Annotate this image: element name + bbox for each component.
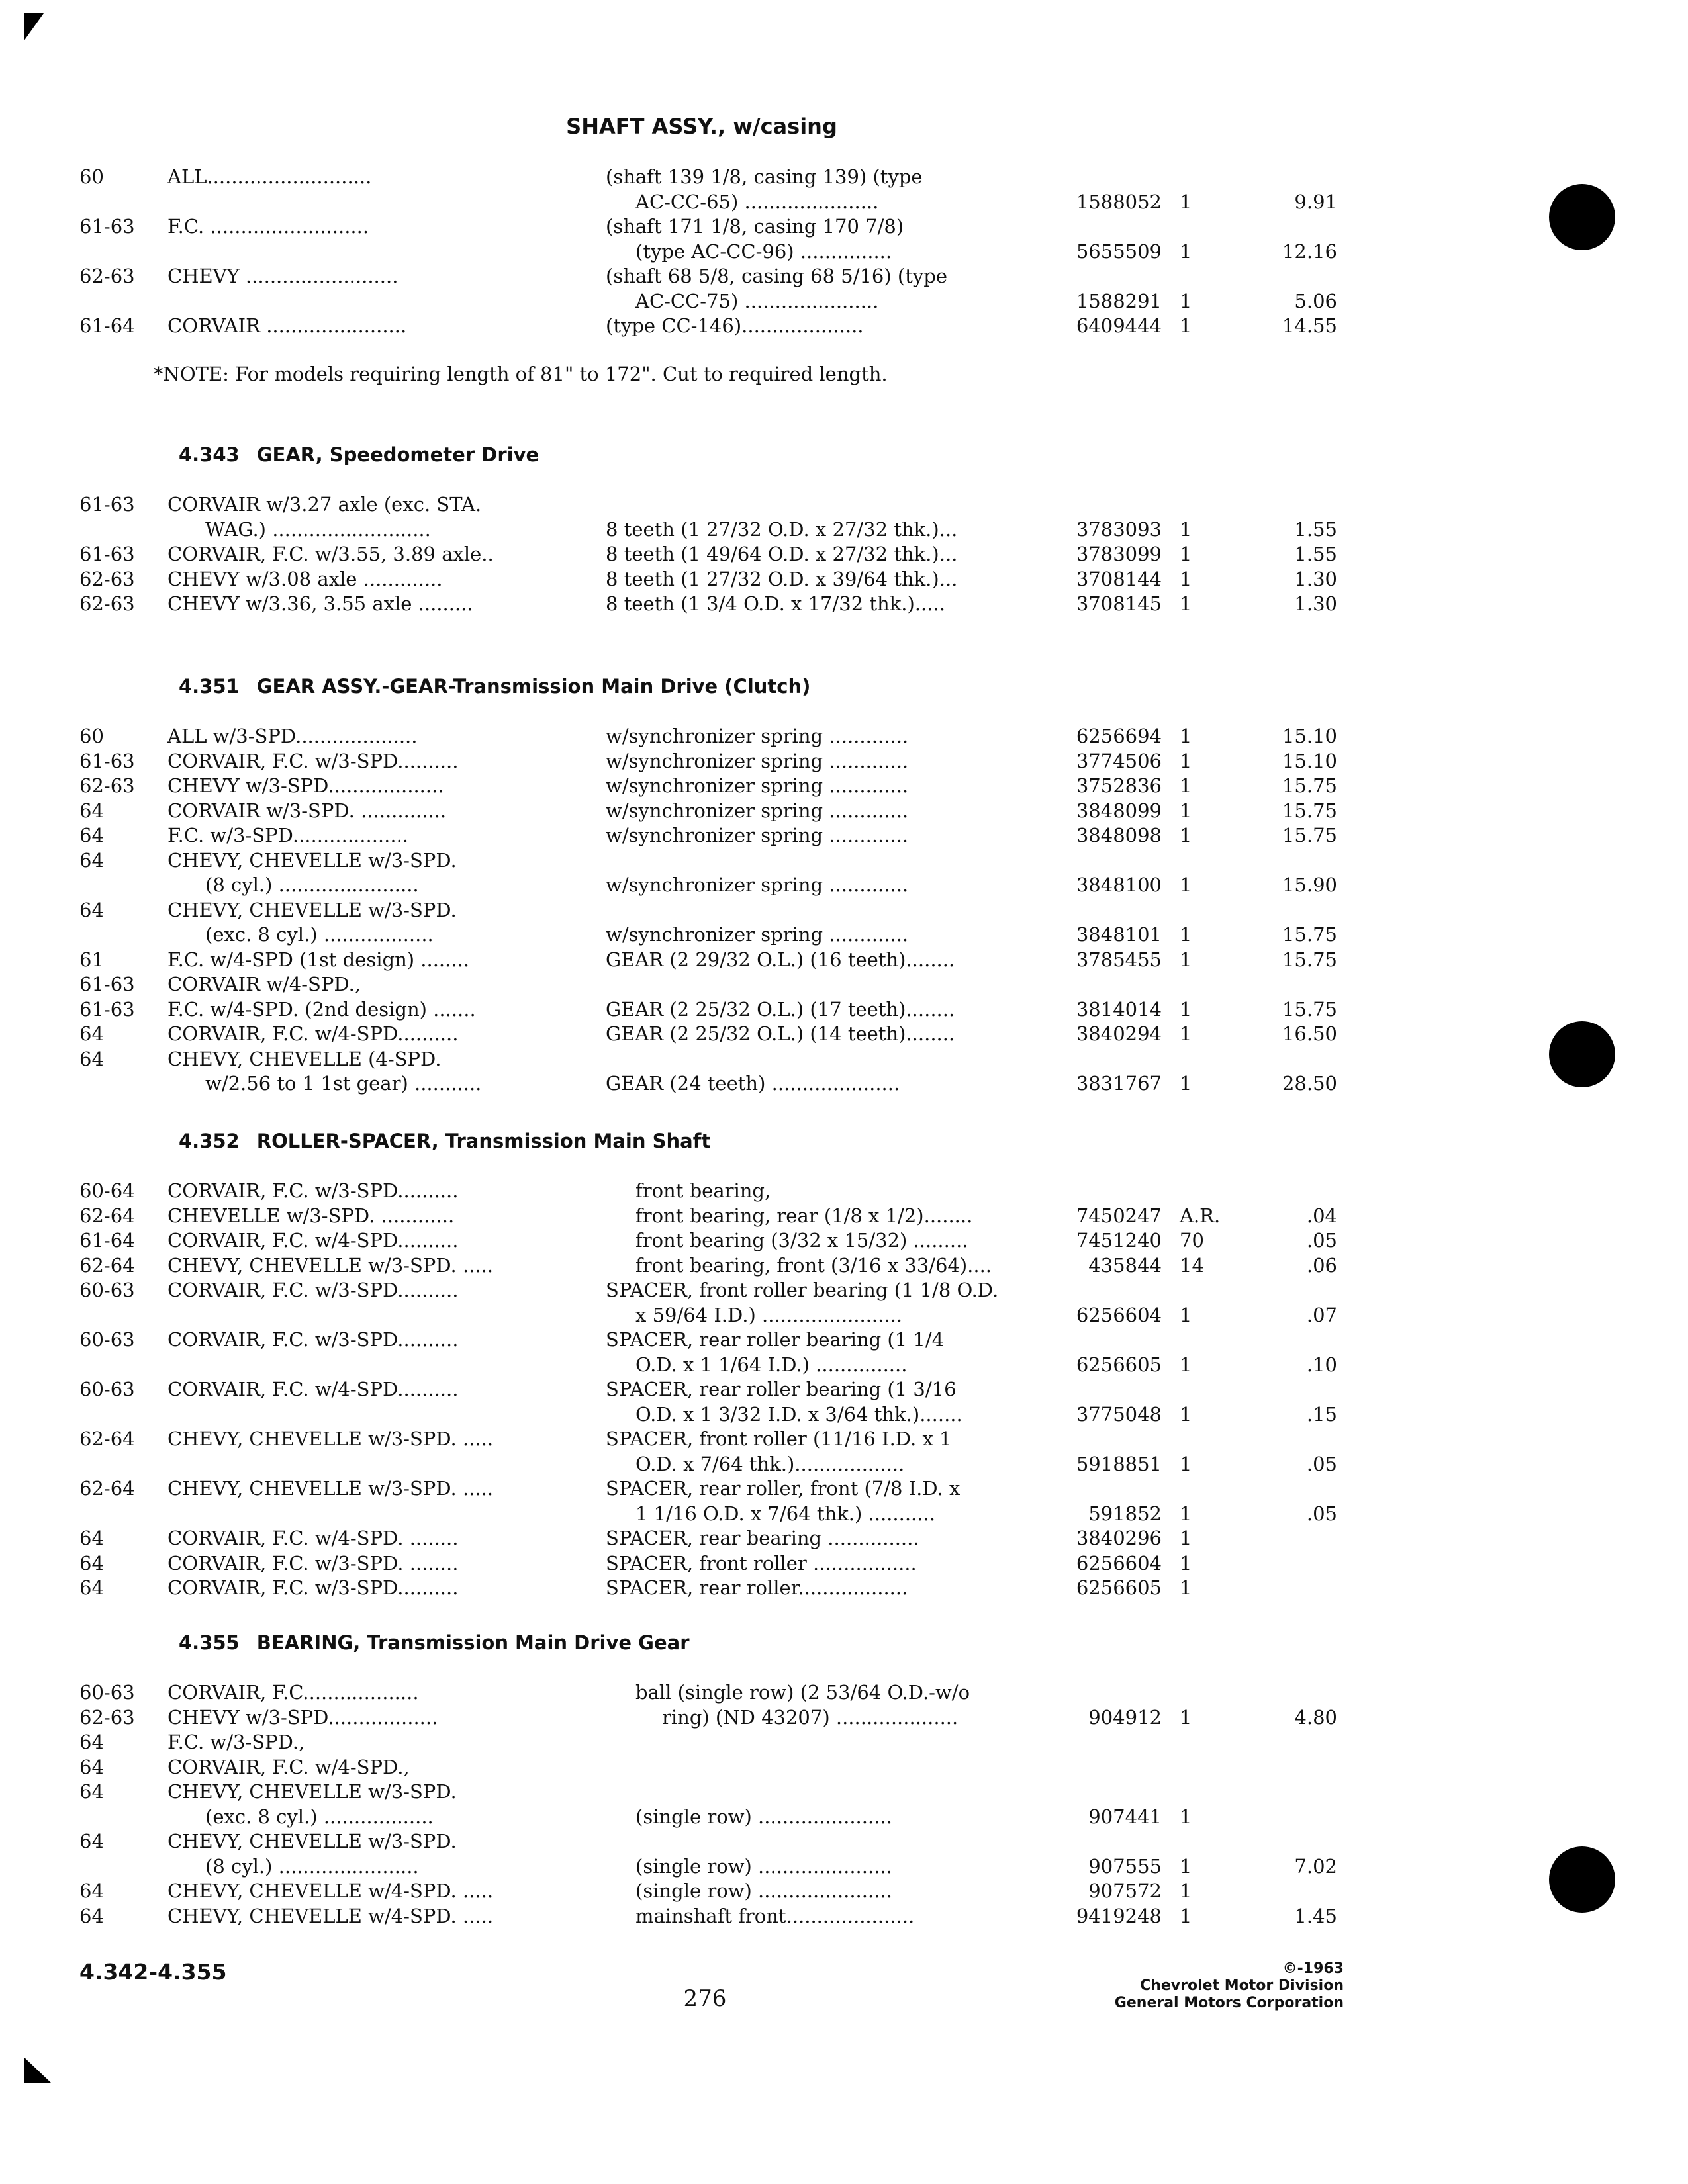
description-cell: (type AC-CC-96) ............... xyxy=(635,240,892,263)
model-year-cell: 61-64 xyxy=(79,314,135,337)
model-cell: CORVAIR w/3.27 axle (exc. STA. xyxy=(167,493,482,516)
quantity-cell: 1 xyxy=(1180,1551,1192,1574)
quantity-cell: A.R. xyxy=(1180,1204,1221,1227)
description-cell: w/synchronizer spring ............. xyxy=(606,749,909,772)
quantity-cell: 1 xyxy=(1180,948,1192,971)
section-heading xyxy=(179,443,539,466)
description-cell: AC-CC-75) ...................... xyxy=(635,289,879,312)
price-cell: 1.55 xyxy=(1294,518,1337,541)
description-cell: (single row) ...................... xyxy=(635,1854,892,1878)
model-cell: (8 cyl.) ....................... xyxy=(205,874,419,896)
description-cell: GEAR (2 25/32 O.L.) (14 teeth)........ xyxy=(606,1023,955,1045)
description-cell: (shaft 139 1/8, casing 139) (type xyxy=(606,165,923,188)
model-cell: CHEVY, CHEVELLE w/3-SPD. ..... xyxy=(167,1253,494,1277)
price-cell: .06 xyxy=(1306,1253,1337,1277)
model-year-cell: 61-63 xyxy=(79,493,135,516)
quantity-cell: 1 xyxy=(1180,1402,1192,1426)
model-year-cell: 60 xyxy=(79,725,104,747)
section-code: 4.351 xyxy=(179,675,240,698)
model-year-cell: 64 xyxy=(79,1047,104,1070)
footer-section-range: 4.342-4.355 xyxy=(79,1959,227,1985)
part-number-cell: 6256605 xyxy=(1076,1353,1162,1376)
description-cell: SPACER, rear roller bearing (1 3/16 xyxy=(606,1378,957,1400)
quantity-cell: 1 xyxy=(1180,314,1192,337)
binder-hole-middle xyxy=(1549,1021,1615,1087)
description-cell: w/synchronizer spring ............. xyxy=(606,874,909,896)
part-number-cell: 1588291 xyxy=(1076,289,1162,312)
model-year-cell: 64 xyxy=(79,824,104,846)
model-cell: ALL w/3-SPD.................... xyxy=(167,725,418,747)
description-cell: SPACER, front roller ................. xyxy=(606,1551,917,1574)
corner-mark-top-left xyxy=(24,13,44,41)
quantity-cell: 1 xyxy=(1180,592,1192,615)
model-cell: CHEVY, CHEVELLE w/4-SPD. ..... xyxy=(167,1880,494,1902)
quantity-cell: 1 xyxy=(1180,725,1192,747)
section-code: 4.343 xyxy=(179,443,240,466)
description-cell: w/synchronizer spring ............. xyxy=(606,923,909,946)
part-number-cell: 6256694 xyxy=(1076,725,1162,747)
model-year-cell: 62-63 xyxy=(79,265,135,287)
binder-hole-bottom xyxy=(1549,1846,1615,1913)
quantity-cell: 1 xyxy=(1180,874,1192,896)
description-cell: 1 1/16 O.D. x 7/64 thk.) ........... xyxy=(635,1502,935,1525)
description-cell: mainshaft front..................... xyxy=(635,1904,915,1927)
description-cell: (shaft 171 1/8, casing 170 7/8) xyxy=(606,215,904,238)
part-number-cell: 3752836 xyxy=(1076,774,1162,797)
model-year-cell: 60-63 xyxy=(79,1378,135,1400)
description-cell: O.D. x 1 3/32 I.D. x 3/64 thk.)....... xyxy=(635,1402,962,1426)
model-cell: CORVAIR, F.C. w/3-SPD.......... xyxy=(167,1279,459,1301)
quantity-cell: 1 xyxy=(1180,1353,1192,1376)
model-cell: CORVAIR, F.C. w/4-SPD.......... xyxy=(167,1023,459,1045)
quantity-cell: 1 xyxy=(1180,543,1192,565)
model-cell: F.C. w/4-SPD (1st design) ........ xyxy=(167,948,470,971)
model-cell: CHEVY w/3-SPD................... xyxy=(167,774,444,797)
description-cell: front bearing, front (3/16 x 33/64).... xyxy=(635,1253,992,1277)
model-year-cell: 61-63 xyxy=(79,997,135,1021)
price-cell: 15.75 xyxy=(1282,799,1337,822)
model-year-cell: 64 xyxy=(79,1830,104,1852)
page-number: 276 xyxy=(683,1985,727,2012)
quantity-cell: 70 xyxy=(1180,1229,1204,1251)
model-cell: CHEVY, CHEVELLE w/3-SPD. xyxy=(167,1780,457,1803)
description-cell: SPACER, rear bearing ............... xyxy=(606,1527,919,1549)
model-cell: CORVAIR, F.C. w/3-SPD.......... xyxy=(167,1179,459,1202)
section-title: ROLLER-SPACER, Transmission Main Shaft xyxy=(256,1130,711,1152)
model-year-cell: 62-63 xyxy=(79,1706,135,1729)
part-number-cell: 907555 xyxy=(1088,1854,1162,1878)
description-cell: 8 teeth (1 49/64 O.D. x 27/32 thk.)... xyxy=(606,543,958,565)
part-number-cell: 7450247 xyxy=(1076,1204,1162,1227)
quantity-cell: 1 xyxy=(1180,1805,1192,1828)
part-number-cell: 3840294 xyxy=(1076,1023,1162,1045)
model-cell: CORVAIR ....................... xyxy=(167,314,407,337)
model-year-cell: 62-64 xyxy=(79,1204,135,1227)
part-number-cell: 6256604 xyxy=(1076,1303,1162,1326)
description-cell: 8 teeth (1 27/32 O.D. x 39/64 thk.)... xyxy=(606,567,958,590)
binder-hole-top xyxy=(1549,184,1615,250)
description-cell: (type CC-146).................... xyxy=(606,314,864,337)
description-cell: front bearing, xyxy=(635,1179,771,1202)
model-year-cell: 61-64 xyxy=(79,1229,135,1251)
description-cell: w/synchronizer spring ............. xyxy=(606,774,909,797)
section-title: GEAR ASSY.-GEAR-Transmission Main Drive (Clutch) xyxy=(256,675,811,698)
part-number-cell: 6256604 xyxy=(1076,1551,1162,1574)
quantity-cell: 14 xyxy=(1180,1253,1204,1277)
quantity-cell: 1 xyxy=(1180,799,1192,822)
model-cell: CHEVY w/3.08 axle ............. xyxy=(167,567,443,590)
price-cell: 1.30 xyxy=(1294,592,1337,615)
note-text: *NOTE: For models requiring length of 81" to 172". Cut to required length. xyxy=(154,363,888,385)
quantity-cell: 1 xyxy=(1180,1072,1192,1095)
quantity-cell: 1 xyxy=(1180,1854,1192,1878)
part-number-cell: 6409444 xyxy=(1076,314,1162,337)
model-cell: F.C. w/3-SPD................... xyxy=(167,824,409,846)
model-cell: w/2.56 to 1 1st gear) ........... xyxy=(205,1072,482,1095)
section-code: 4.352 xyxy=(179,1130,240,1152)
model-year-cell: 61 xyxy=(79,948,104,971)
model-cell: CORVAIR, F.C. w/3-SPD. ........ xyxy=(167,1551,459,1574)
price-cell: 14.55 xyxy=(1282,314,1337,337)
section-code: 4.355 xyxy=(179,1631,240,1654)
part-number-cell: 3848099 xyxy=(1076,799,1162,822)
quantity-cell: 1 xyxy=(1180,1706,1192,1729)
model-year-cell: 60 xyxy=(79,165,104,188)
description-cell: O.D. x 7/64 thk.).................. xyxy=(635,1452,905,1475)
model-year-cell: 64 xyxy=(79,1731,104,1753)
model-year-cell: 60-64 xyxy=(79,1179,135,1202)
price-cell: .04 xyxy=(1306,1204,1337,1227)
model-year-cell: 64 xyxy=(79,848,104,872)
model-year-cell: 61-63 xyxy=(79,973,135,995)
price-cell: .05 xyxy=(1306,1229,1337,1251)
part-number-cell: 3775048 xyxy=(1076,1402,1162,1426)
description-cell: GEAR (2 25/32 O.L.) (17 teeth)........ xyxy=(606,997,955,1021)
part-number-cell: 435844 xyxy=(1088,1253,1162,1277)
part-number-cell: 904912 xyxy=(1088,1706,1162,1729)
description-cell: SPACER, front roller bearing (1 1/8 O.D. xyxy=(606,1279,999,1301)
price-cell: 15.90 xyxy=(1282,874,1337,896)
description-cell: GEAR (2 29/32 O.L.) (16 teeth)........ xyxy=(606,948,955,971)
quantity-cell: 1 xyxy=(1180,1023,1192,1045)
model-cell: F.C. .......................... xyxy=(167,215,369,238)
part-number-cell: 3708144 xyxy=(1076,567,1162,590)
part-number-cell: 3783099 xyxy=(1076,543,1162,565)
model-year-cell: 64 xyxy=(79,1780,104,1803)
price-cell: 1.30 xyxy=(1294,567,1337,590)
model-cell: CORVAIR w/3-SPD. .............. xyxy=(167,799,447,822)
description-cell: (single row) ...................... xyxy=(635,1805,892,1828)
description-cell: 8 teeth (1 3/4 O.D. x 17/32 thk.)..... xyxy=(606,592,945,615)
price-cell: .07 xyxy=(1306,1303,1337,1326)
model-cell: CHEVY, CHEVELLE w/3-SPD. xyxy=(167,898,457,921)
price-cell: 5.06 xyxy=(1294,289,1337,312)
model-year-cell: 64 xyxy=(79,1904,104,1927)
quantity-cell: 1 xyxy=(1180,1880,1192,1902)
part-number-cell: 3848100 xyxy=(1076,874,1162,896)
price-cell: 15.75 xyxy=(1282,824,1337,846)
description-cell: w/synchronizer spring ............. xyxy=(606,725,909,747)
description-cell: x 59/64 I.D.) ....................... xyxy=(635,1303,903,1326)
model-year-cell: 64 xyxy=(79,898,104,921)
price-cell: 7.02 xyxy=(1294,1854,1337,1878)
description-cell: front bearing, rear (1/8 x 1/2)........ xyxy=(635,1204,973,1227)
model-year-cell: 64 xyxy=(79,1880,104,1902)
footer-publisher xyxy=(1059,1960,1344,2012)
price-cell: 15.10 xyxy=(1282,749,1337,772)
model-cell: (8 cyl.) ....................... xyxy=(205,1854,419,1878)
description-cell: SPACER, rear roller.................. xyxy=(606,1576,908,1599)
price-cell: 15.75 xyxy=(1282,923,1337,946)
model-cell: F.C. w/3-SPD., xyxy=(167,1731,305,1753)
model-cell: CORVAIR, F.C. w/3-SPD.......... xyxy=(167,1328,459,1351)
model-cell: CORVAIR, F.C. w/4-SPD.......... xyxy=(167,1229,459,1251)
part-number-cell: 907572 xyxy=(1088,1880,1162,1902)
quantity-cell: 1 xyxy=(1180,518,1192,541)
quantity-cell: 1 xyxy=(1180,1452,1192,1475)
price-cell: 4.80 xyxy=(1294,1706,1337,1729)
price-cell: .05 xyxy=(1306,1502,1337,1525)
description-cell: O.D. x 1 1/64 I.D.) ............... xyxy=(635,1353,908,1376)
description-cell: (single row) ...................... xyxy=(635,1880,892,1902)
part-number-cell: 3785455 xyxy=(1076,948,1162,971)
quantity-cell: 1 xyxy=(1180,997,1192,1021)
quantity-cell: 1 xyxy=(1180,923,1192,946)
description-cell: AC-CC-65) ...................... xyxy=(635,190,879,213)
publisher-line-1: Chevrolet Motor Division xyxy=(1140,1978,1344,1994)
quantity-cell: 1 xyxy=(1180,1904,1192,1927)
part-number-cell: 5918851 xyxy=(1076,1452,1162,1475)
description-cell: front bearing (3/32 x 15/32) ......... xyxy=(635,1229,968,1251)
model-year-cell: 60-63 xyxy=(79,1328,135,1351)
model-cell: CORVAIR, F.C. w/4-SPD., xyxy=(167,1755,410,1778)
model-cell: CHEVY ......................... xyxy=(167,265,399,287)
quantity-cell: 1 xyxy=(1180,567,1192,590)
quantity-cell: 1 xyxy=(1180,1502,1192,1525)
quantity-cell: 1 xyxy=(1180,240,1192,263)
model-cell: CORVAIR, F.C. w/4-SPD.......... xyxy=(167,1378,459,1400)
price-cell: 28.50 xyxy=(1282,1072,1337,1095)
model-year-cell: 60-63 xyxy=(79,1681,135,1704)
part-number-cell: 5655509 xyxy=(1076,240,1162,263)
model-year-cell: 62-63 xyxy=(79,774,135,797)
model-year-cell: 64 xyxy=(79,1755,104,1778)
description-cell: w/synchronizer spring ............. xyxy=(606,799,909,822)
model-year-cell: 64 xyxy=(79,1023,104,1045)
model-year-cell: 62-64 xyxy=(79,1253,135,1277)
quantity-cell: 1 xyxy=(1180,749,1192,772)
model-year-cell: 61-63 xyxy=(79,543,135,565)
page-title: SHAFT ASSY., w/casing xyxy=(566,114,837,139)
model-cell: WAG.) .......................... xyxy=(205,518,431,541)
description-cell: ring) (ND 43207) .................... xyxy=(662,1706,959,1729)
model-cell: (exc. 8 cyl.) .................. xyxy=(205,923,434,946)
model-cell: CHEVELLE w/3-SPD. ............ xyxy=(167,1204,455,1227)
model-year-cell: 61-63 xyxy=(79,215,135,238)
price-cell: 9.91 xyxy=(1294,190,1337,213)
model-cell: CHEVY, CHEVELLE w/4-SPD. ..... xyxy=(167,1904,494,1927)
model-year-cell: 64 xyxy=(79,1576,104,1599)
part-number-cell: 591852 xyxy=(1088,1502,1162,1525)
model-cell: CORVAIR, F.C. w/3-SPD.......... xyxy=(167,1576,459,1599)
price-cell: 12.16 xyxy=(1282,240,1337,263)
model-year-cell: 60-63 xyxy=(79,1279,135,1301)
model-cell: CHEVY, CHEVELLE w/3-SPD. xyxy=(167,1830,457,1852)
model-cell: CORVAIR w/4-SPD., xyxy=(167,973,361,995)
part-number-cell: 3708145 xyxy=(1076,592,1162,615)
quantity-cell: 1 xyxy=(1180,1303,1192,1326)
corner-mark-bottom-left xyxy=(24,2057,52,2083)
section-heading xyxy=(179,1631,690,1654)
model-cell: CORVAIR, F.C................... xyxy=(167,1681,419,1704)
section-heading xyxy=(179,675,810,698)
quantity-cell: 1 xyxy=(1180,1527,1192,1549)
section-heading xyxy=(179,1130,710,1152)
price-cell: 15.10 xyxy=(1282,725,1337,747)
description-cell: ball (single row) (2 53/64 O.D.-w/o xyxy=(635,1681,970,1704)
price-cell: .15 xyxy=(1306,1402,1337,1426)
model-year-cell: 62-63 xyxy=(79,592,135,615)
price-cell: .05 xyxy=(1306,1452,1337,1475)
model-year-cell: 62-63 xyxy=(79,567,135,590)
model-cell: CHEVY, CHEVELLE w/3-SPD. xyxy=(167,848,457,872)
part-number-cell: 3783093 xyxy=(1076,518,1162,541)
part-number-cell: 6256605 xyxy=(1076,1576,1162,1599)
model-cell: CHEVY, CHEVELLE (4-SPD. xyxy=(167,1047,442,1070)
description-cell: 8 teeth (1 27/32 O.D. x 27/32 thk.)... xyxy=(606,518,958,541)
part-number-cell: 3848101 xyxy=(1076,923,1162,946)
quantity-cell: 1 xyxy=(1180,289,1192,312)
quantity-cell: 1 xyxy=(1180,190,1192,213)
price-cell: 15.75 xyxy=(1282,774,1337,797)
copyright-text: ©-1963 xyxy=(1282,1960,1344,1977)
model-year-cell: 62-64 xyxy=(79,1428,135,1450)
model-cell: CHEVY, CHEVELLE w/3-SPD. ..... xyxy=(167,1477,494,1500)
model-cell: CHEVY w/3.36, 3.55 axle ......... xyxy=(167,592,473,615)
price-cell: 15.75 xyxy=(1282,948,1337,971)
quantity-cell: 1 xyxy=(1180,774,1192,797)
part-number-cell: 3831767 xyxy=(1076,1072,1162,1095)
model-cell: ALL........................... xyxy=(167,165,372,188)
description-cell: SPACER, front roller (11/16 I.D. x 1 xyxy=(606,1428,952,1450)
quantity-cell: 1 xyxy=(1180,824,1192,846)
model-cell: CORVAIR, F.C. w/4-SPD. ........ xyxy=(167,1527,459,1549)
section-title: BEARING, Transmission Main Drive Gear xyxy=(256,1631,690,1654)
description-cell: SPACER, rear roller bearing (1 1/4 xyxy=(606,1328,945,1351)
description-cell: SPACER, rear roller, front (7/8 I.D. x xyxy=(606,1477,961,1500)
part-number-cell: 3840296 xyxy=(1076,1527,1162,1549)
publisher-line-2: General Motors Corporation xyxy=(1114,1995,1344,2011)
model-cell: (exc. 8 cyl.) .................. xyxy=(205,1805,434,1828)
part-number-cell: 1588052 xyxy=(1076,190,1162,213)
model-year-cell: 64 xyxy=(79,799,104,822)
part-number-cell: 3848098 xyxy=(1076,824,1162,846)
price-cell: .10 xyxy=(1306,1353,1337,1376)
model-year-cell: 64 xyxy=(79,1527,104,1549)
quantity-cell: 1 xyxy=(1180,1576,1192,1599)
model-cell: CHEVY, CHEVELLE w/3-SPD. ..... xyxy=(167,1428,494,1450)
model-year-cell: 64 xyxy=(79,1551,104,1574)
model-year-cell: 62-64 xyxy=(79,1477,135,1500)
part-number-cell: 3814014 xyxy=(1076,997,1162,1021)
model-cell: CORVAIR, F.C. w/3-SPD.......... xyxy=(167,749,459,772)
model-cell: CORVAIR, F.C. w/3.55, 3.89 axle.. xyxy=(167,543,494,565)
description-cell: (shaft 68 5/8, casing 68 5/16) (type xyxy=(606,265,947,287)
description-cell: GEAR (24 teeth) ..................... xyxy=(606,1072,900,1095)
part-number-cell: 907441 xyxy=(1088,1805,1162,1828)
price-cell: 15.75 xyxy=(1282,997,1337,1021)
model-year-cell: 61-63 xyxy=(79,749,135,772)
price-cell: 1.45 xyxy=(1294,1904,1337,1927)
part-number-cell: 7451240 xyxy=(1076,1229,1162,1251)
part-number-cell: 9419248 xyxy=(1076,1904,1162,1927)
price-cell: 16.50 xyxy=(1282,1023,1337,1045)
description-cell: w/synchronizer spring ............. xyxy=(606,824,909,846)
model-cell: F.C. w/4-SPD. (2nd design) ....... xyxy=(167,997,476,1021)
part-number-cell: 3774506 xyxy=(1076,749,1162,772)
section-title: GEAR, Speedometer Drive xyxy=(256,443,539,466)
price-cell: 1.55 xyxy=(1294,543,1337,565)
model-cell: CHEVY w/3-SPD.................. xyxy=(167,1706,438,1729)
